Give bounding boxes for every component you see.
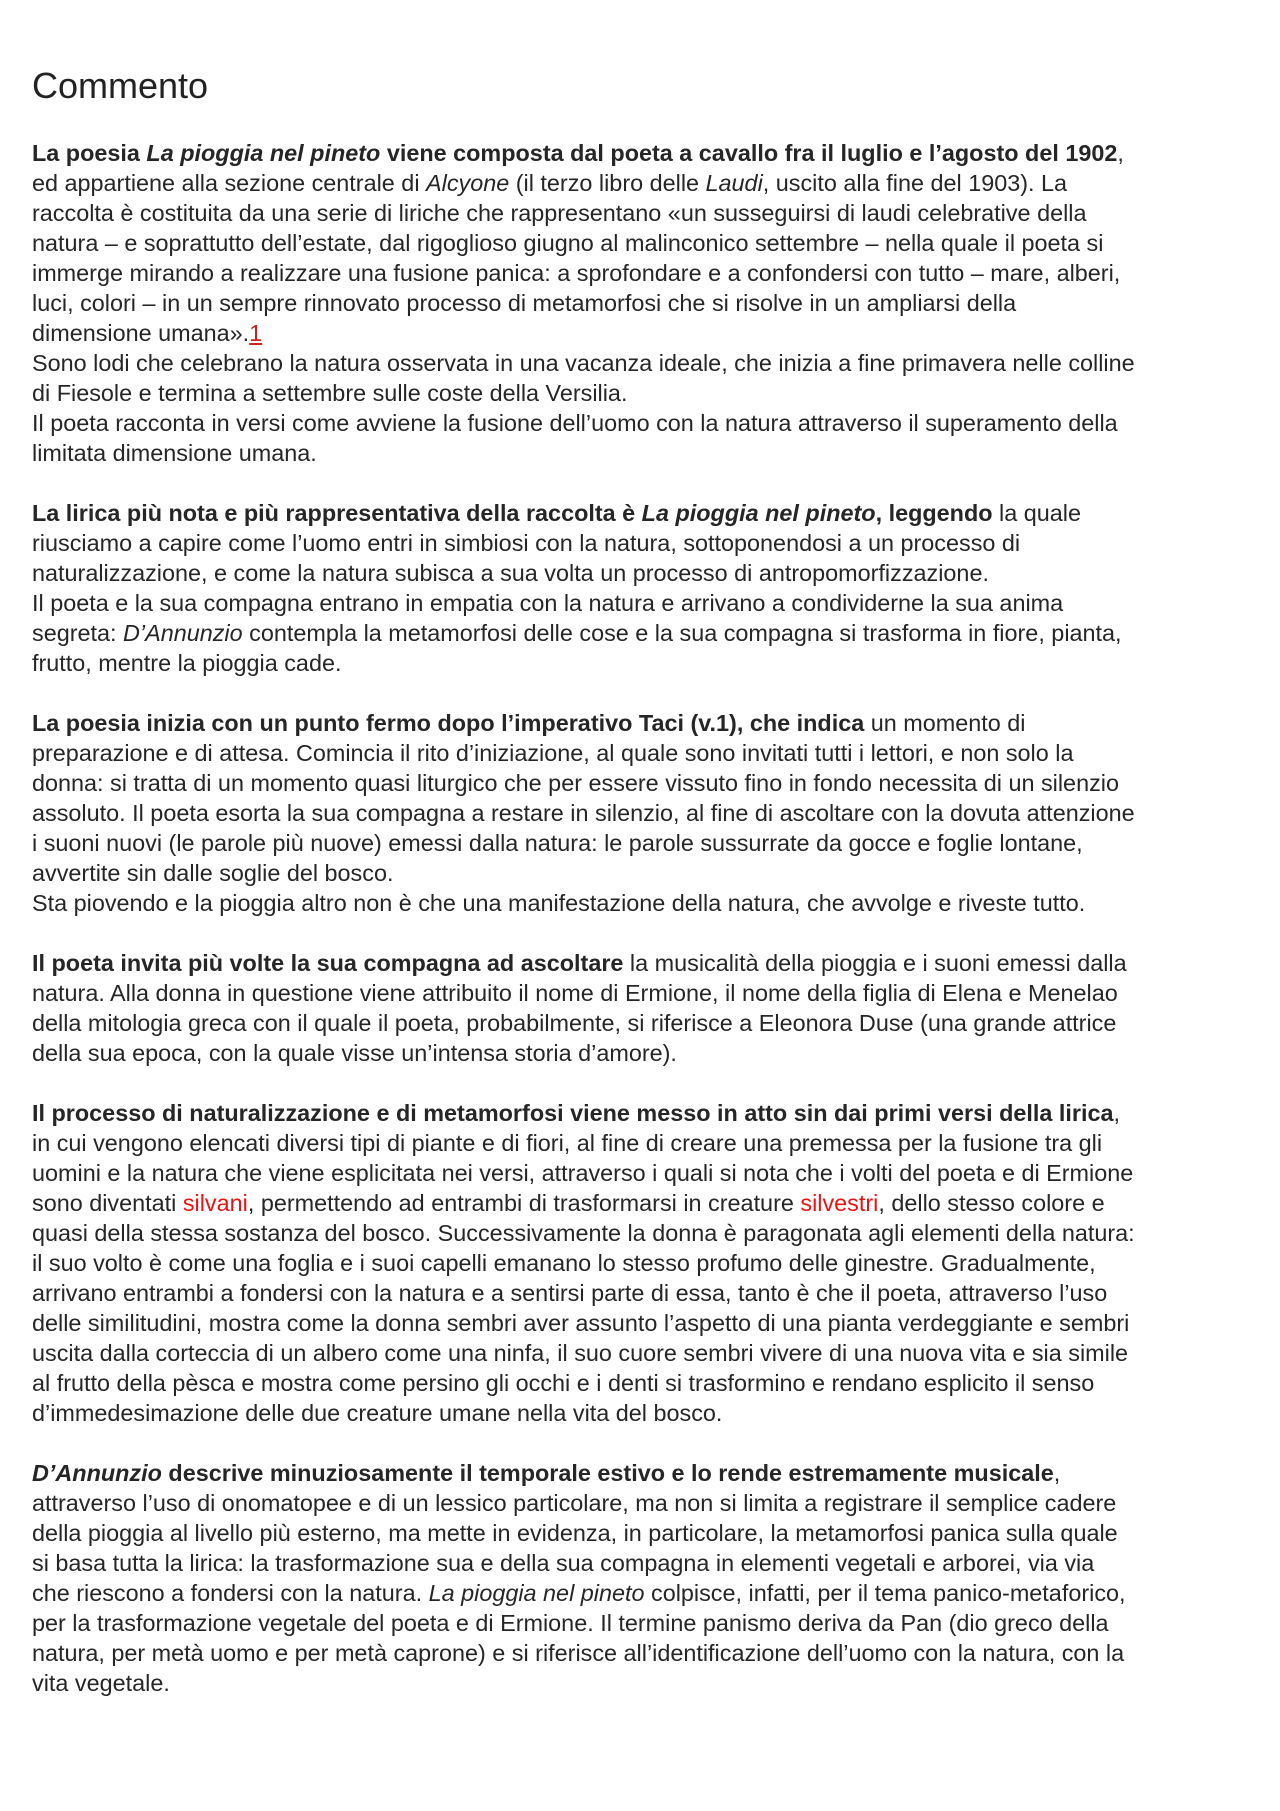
text-line <box>32 498 1250 528</box>
text: ed appartiene alla sezione centrale di <box>32 170 427 196</box>
text-line: quasi della stessa sostanza del bosco. Successivamente la donna è paragonata agli elementi della natura: <box>32 1220 1135 1246</box>
text: la musicalità della pioggia e i suoni emessi dalla <box>623 950 1127 976</box>
text-line: luci, colori – in un sempre rinnovato processo di metamorfosi che si risolve in un ampliarsi della <box>32 290 1017 316</box>
footnote-link[interactable]: 1 <box>249 320 263 346</box>
text-line: Sta piovendo e la pioggia altro non è che una manifestazione della natura, che avvolge e riveste tutto. <box>32 890 1086 916</box>
text-line <box>32 1188 1250 1218</box>
text-line <box>32 1578 1250 1608</box>
text-line: attraverso l’uso di onomatopee e di un lessico particolare, ma non si limita a registrare il semplice cadere <box>32 1490 1117 1516</box>
bold-text: La poesia inizia con un punto fermo dopo l’imperativo Taci (v.1), che indica <box>32 710 865 736</box>
text-line: Il poeta e la sua compagna entrano in empatia con la natura e arrivano a condividerne la sua anima <box>32 590 1064 616</box>
text-line: frutto, mentre la pioggia cade. <box>32 650 342 676</box>
text: la quale <box>992 500 1081 526</box>
text-line: Il poeta racconta in versi come avviene la fusione dell’uomo con la natura attraverso il superamento della <box>32 410 1118 436</box>
text-line: della mitologia greca con il quale il poeta, probabilmente, si riferisce a Eleonora Duse (una grande attrice <box>32 1010 1117 1036</box>
bold-text: La lirica più nota e più rappresentativa della raccolta è <box>32 500 642 526</box>
paragraph-metamorfosi <box>32 1098 1250 1428</box>
bold-text: viene composta dal poeta a cavallo fra il luglio e l’agosto del 1902 <box>380 140 1118 166</box>
text-line: Sono lodi che celebrano la natura osservata in una vacanza ideale, che inizia a fine primavera nelle colline <box>32 350 1135 376</box>
text-line: naturalizzazione, e come la natura subisca a sua volta un processo di antropomorfizzazione. <box>32 560 989 586</box>
text: , dello stesso colore e <box>878 1190 1105 1216</box>
text-line: riusciamo a capire come l’uomo entri in simbiosi con la natura, sottoponendosi a un processo di <box>32 530 1021 556</box>
text: colpisce, infatti, per il tema panico-metaforico, <box>644 1580 1126 1606</box>
text-line: assoluto. Il poeta esorta la sua compagna a restare in silenzio, al fine di ascoltare con la dovuta attenzione <box>32 800 1135 826</box>
text-line: in cui vengono elencati diversi tipi di piante e di fiori, al fine di creare una premessa per la fusione tra gli <box>32 1130 1103 1156</box>
bold-italic-title: La pioggia nel pineto <box>146 140 381 166</box>
paragraph-ascolto <box>32 948 1250 1068</box>
paragraph-temporale <box>32 1458 1250 1698</box>
text-line <box>32 618 1250 648</box>
paragraph-inizio <box>32 708 1250 918</box>
page-title: Commento <box>32 65 209 106</box>
highlighted-word-silvestri: silvestri <box>800 1190 879 1216</box>
text-line <box>32 318 1250 348</box>
italic-title: La pioggia nel pineto <box>428 1580 645 1606</box>
paragraph-intro <box>32 138 1250 468</box>
italic-title: Alcyone <box>426 170 510 196</box>
text-line: delle similitudini, mostra come la donna sembri aver assunto l’aspetto di una pianta verdeggiante e sembri <box>32 1310 1130 1336</box>
bold-text: , leggendo <box>875 500 993 526</box>
text-line: natura. Alla donna in questione viene attribuito il nome di Ermione, il nome della figlia di Elena e Menelao <box>32 980 1118 1006</box>
text-line: donna: si tratta di un momento quasi liturgico che per essere vissuto fino in fondo necessita di un silenzio <box>32 770 1119 796</box>
bold-text: descrive minuziosamente il temporale estivo e lo rende estremamente musicale <box>161 1460 1054 1486</box>
text-line <box>32 168 1250 198</box>
text-line <box>32 1098 1250 1128</box>
text-line: d’immedesimazione delle due creature umane nella vita del bosco. <box>32 1400 723 1426</box>
bold-text: La poesia <box>32 140 147 166</box>
text-line: preparazione e di attesa. Comincia il rito d’iniziazione, al quale sono invitati tutti i lettori, e non solo la <box>32 740 1074 766</box>
text-line: limitata dimensione umana. <box>32 440 317 466</box>
text-line: immerge mirando a realizzare una fusione panica: a sprofondare e a confondersi con tutto – mare, alberi, <box>32 260 1121 286</box>
text-line: al frutto della pèsca e mostra come persino gli occhi e i denti si trasformino e rendano esplicito il senso <box>32 1370 1095 1396</box>
text: un momento di <box>864 710 1026 736</box>
bold-text: Il processo di naturalizzazione e di metamorfosi viene messo in atto sin dai primi versi della lirica <box>32 1100 1114 1126</box>
text: contempla la metamorfosi delle cose e la sua compagna si trasforma in fiore, pianta, <box>242 620 1122 646</box>
text: (il terzo libro delle <box>509 170 706 196</box>
text-line: natura, per metà uomo e per metà caprone) e si riferisce all’identificazione dell’uomo con la natura, con la <box>32 1640 1125 1666</box>
text-line <box>32 1458 1250 1488</box>
text-line: arrivano entrambi a fondersi con la natura e a sentirsi parte di essa, tanto è che il poeta, attraverso l’uso <box>32 1280 1108 1306</box>
text: segreta: <box>32 620 124 646</box>
italic-name: D’Annunzio <box>123 620 243 646</box>
text-line: il suo volto è come una foglia e i suoi capelli emanano lo stesso profumo delle ginestre. Gradualmente, <box>32 1250 1096 1276</box>
text-line: della pioggia al livello più esterno, ma mette in evidenza, in particolare, la metamorfosi panica sulla quale <box>32 1520 1118 1546</box>
bold-italic-title: La pioggia nel pineto <box>641 500 876 526</box>
text-line: raccolta è costituita da una serie di liriche che rappresentano «un susseguirsi di laudi celebrative della <box>32 200 1087 226</box>
text-line: per la trasformazione vegetale del poeta e di Ermione. Il termine panismo deriva da Pan (dio greco della <box>32 1610 1109 1636</box>
highlighted-word-silvani: silvani <box>182 1190 248 1216</box>
text-line: natura – e soprattutto dell’estate, dal rigoglioso giugno al malinconico settembre – nella quale il poeta si <box>32 230 1104 256</box>
text: dimensione umana». <box>32 320 250 346</box>
bold-text: Il poeta invita più volte la sua compagna ad ascoltare <box>32 950 624 976</box>
text-line: uomini e la natura che viene esplicitata nei versi, attraverso i quali si nota che i volti del poeta e di Ermione <box>32 1160 1134 1186</box>
italic-title: Laudi <box>705 170 763 196</box>
bold-italic-name: D’Annunzio <box>32 1460 162 1486</box>
text: , <box>1053 1460 1061 1486</box>
text-line: uscita dalla corteccia di un albero come una ninfa, il suo cuore sembri vivere di una nuova vita e sia simile <box>32 1340 1129 1366</box>
text: , <box>1113 1100 1121 1126</box>
text: che riescono a fondersi con la natura. <box>32 1580 429 1606</box>
text-line: della sua epoca, con la quale visse un’intensa storia d’amore). <box>32 1040 677 1066</box>
text-line: avvertite sin dalle soglie del bosco. <box>32 860 394 886</box>
text-line <box>32 138 1250 168</box>
paragraph-lirica <box>32 498 1250 678</box>
text: , <box>1117 140 1124 166</box>
text: , uscito alla fine del 1903). La <box>762 170 1068 196</box>
text-line: si basa tutta la lirica: la trasformazione sua e della sua compagna in elementi vegetali e arborei, via via <box>32 1550 1095 1576</box>
text: , permettendo ad entrambi di trasformarsi in creature <box>247 1190 801 1216</box>
text: sono diventati <box>32 1190 183 1216</box>
text-line <box>32 948 1250 978</box>
text-line: vita vegetale. <box>32 1670 170 1696</box>
text-line <box>32 708 1250 738</box>
text-line: di Fiesole e termina a settembre sulle coste della Versilia. <box>32 380 628 406</box>
text-line: i suoni nuovi (le parole più nuove) emessi dalla natura: le parole sussurrate da gocce e foglie lontane, <box>32 830 1083 856</box>
